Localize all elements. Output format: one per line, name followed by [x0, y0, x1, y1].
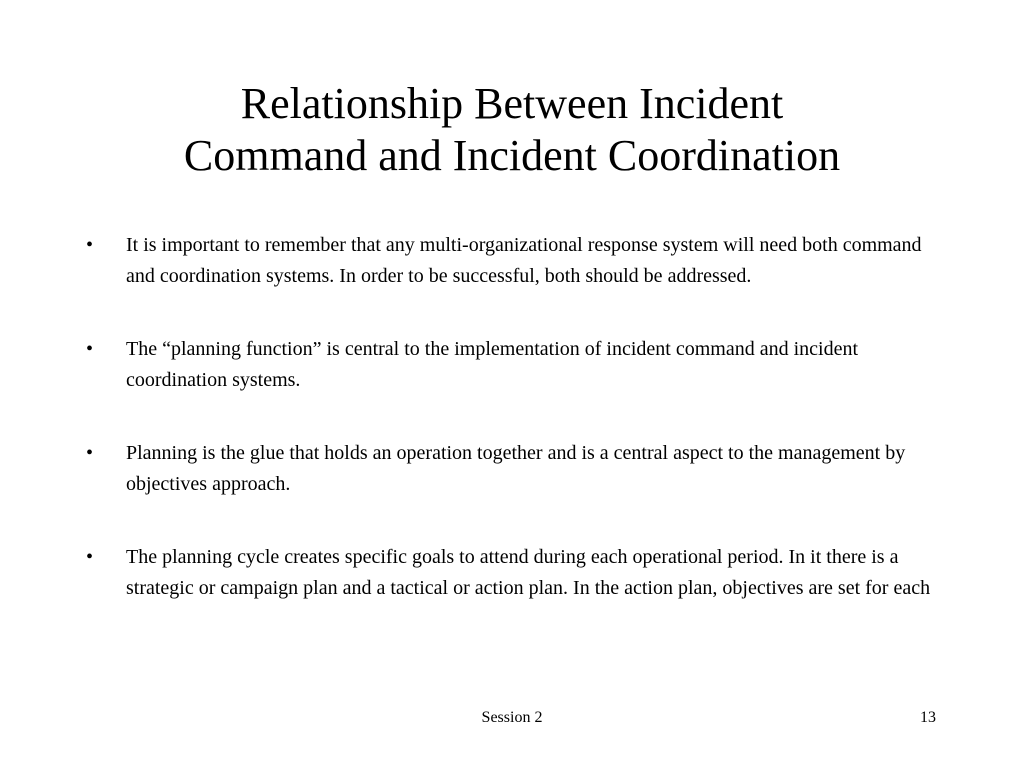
bullet-text: Planning is the glue that holds an operation together and is a central aspect to the management by objectives approach. — [126, 442, 906, 495]
footer-page-number: 13 — [920, 709, 936, 726]
bullet-list — [86, 230, 946, 646]
bullet-icon: • — [86, 442, 94, 464]
bullet-item — [86, 230, 946, 292]
bullet-item — [86, 334, 946, 396]
slide-title-line-2: Command and Incident Coordination — [183, 131, 841, 180]
bullet-item — [86, 438, 946, 500]
bullet-text: The “planning function” is central to the implementation of incident command and incident coordination systems. — [126, 338, 859, 391]
bullet-text: It is important to remember that any multi-organizational response system will need both command and coordination systems. In order to be successful, both should be addressed. — [126, 234, 922, 287]
bullet-icon: • — [86, 234, 94, 256]
bullet-icon: • — [86, 338, 94, 360]
bullet-item — [86, 542, 946, 604]
bullet-text: The planning cycle creates specific goals to attend during each operational period. In it there is a strategic or campaign plan and a tactical or action plan. In the action plan, objectives are set for each — [126, 546, 931, 599]
slide-title — [80, 78, 944, 182]
slide-title-line-1: Relationship Between Incident — [240, 79, 784, 128]
bullet-icon: • — [86, 546, 94, 568]
footer-session-label: Session 2 — [481, 709, 543, 726]
